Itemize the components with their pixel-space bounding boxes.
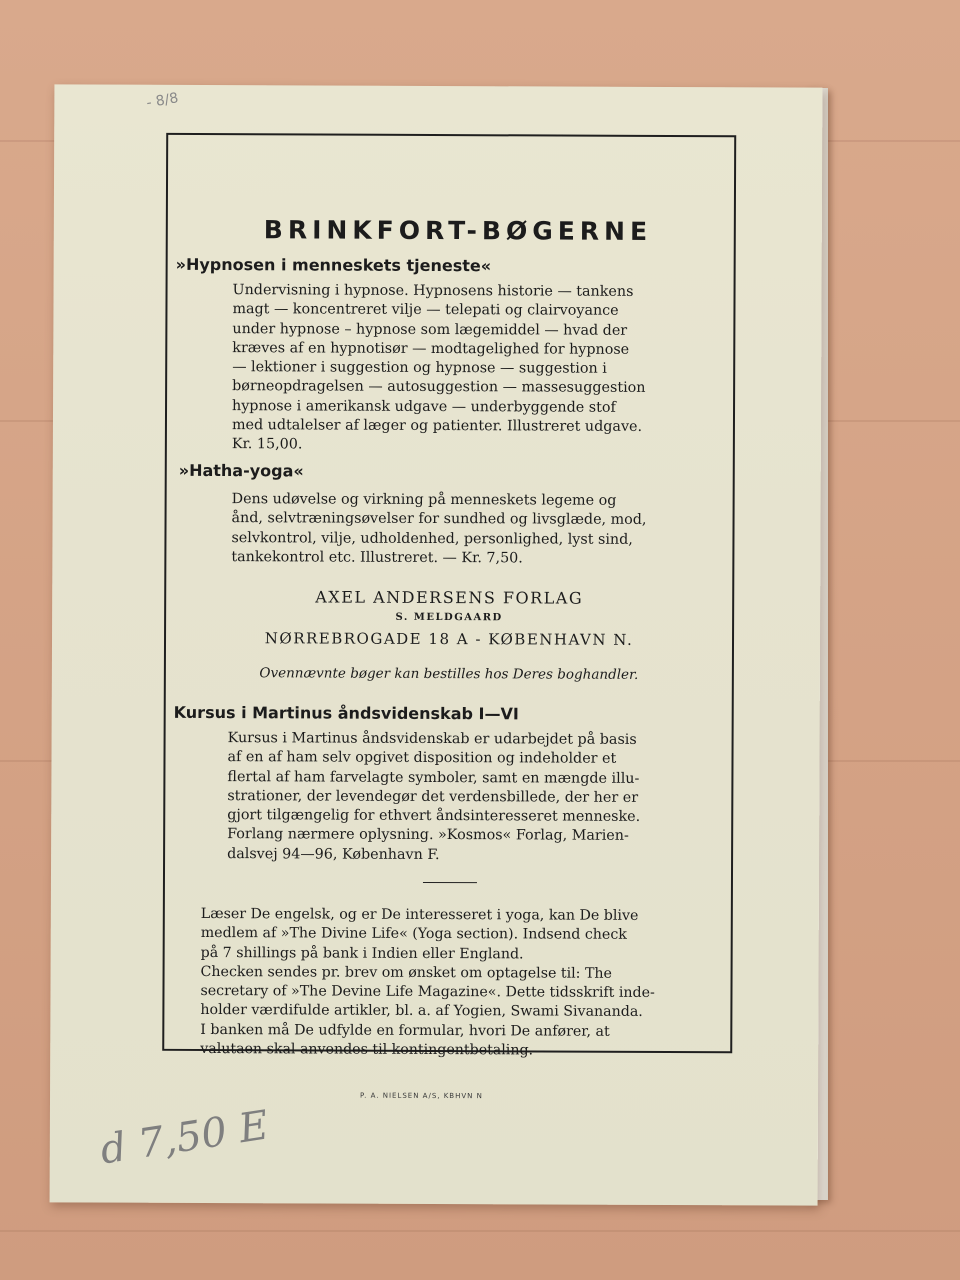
course-description: Kursus i Martinus åndsvidenskab er udarbejdet på basis af en af ham selv opgivet disposition og indeholder et flertal af ham farvelagte symboler, samt en mængde illu- strationer, der levendegør det verdensbillede, der her er gjort tilgængelig for ethvert åndsinteresseret menneske. Forlang nærmere oplysning. »Kosmos« Forlag, Marien- dalsvej 94—96, København F.: [227, 730, 641, 863]
advertisement-frame: [162, 133, 736, 1059]
pencil-price-mark: d 7,50 E: [97, 1102, 272, 1174]
book2-description: Dens udøvelse og virkning på menneskets legeme og ånd, selvtræningsøvelser for sundhed og livsglæde, mod, selvkontrol, vilje, udholdenhed, personlighed, lyst sind, tankekontrol etc. Illustreret. — Kr. 7,50.: [231, 491, 647, 567]
yoga-notice: Læser De engelsk, og er De interesseret i yoga, kan De blive medlem af »The Divine Life« (Yoga section). Indsend check på 7 shillings på bank i Indien eller England. Checken sendes pr. brev om ønsket om optagelse til: The secretary of »The Devine Life Magazine«. Dette tidsskrift inde- holder værdifulde artikler, bl. a. af Yogien, Swami Sivananda. I banken må De udfylde en formular, hvori De anfører, at valutaen skal anvendes til kontingentbetaling.: [200, 905, 655, 1059]
printer-imprint: P. A. NIELSEN A/S, KBHVN N: [360, 1091, 483, 1101]
section-divider: [423, 882, 477, 883]
book1-description: Undervisning i hypnose. Hypnosens historie — tankens magt — koncentreret vilje — telepati og clairvoyance under hypnose – hypnose som lægemiddel — hvad der kræves af en hypnotisør — modtagelighed for hypnose — lektioner i suggestion og hypnose — suggestion i børneopdragelsen — autosuggestion — massesuggestion hypnose i amerikansk udgave — underbyggende stof med udtalelser af læger og patienter. Illustreret udgave. Kr. 15,00.: [231, 282, 646, 453]
course-title: Kursus i Martinus åndsvidenskab I—VI: [173, 702, 519, 724]
book-back-cover: [50, 84, 823, 1205]
publisher-name: AXEL ANDERSENS FORLAG: [315, 587, 584, 608]
book1-title: »Hypnosen i menneskets tjeneste«: [175, 254, 492, 276]
book2-title: »Hatha-yoga«: [178, 460, 304, 481]
publisher-owner: S. MELDGAARD: [395, 611, 503, 624]
order-note: Ovennævnte bøger kan bestilles hos Deres boghandler.: [259, 665, 639, 683]
series-title: BRINKFORT-BØGERNE: [263, 215, 653, 246]
pencil-mark-top: - 8/8: [145, 90, 180, 112]
publisher-address: NØRREBROGADE 18 A - KØBENHAVN N.: [264, 629, 634, 649]
